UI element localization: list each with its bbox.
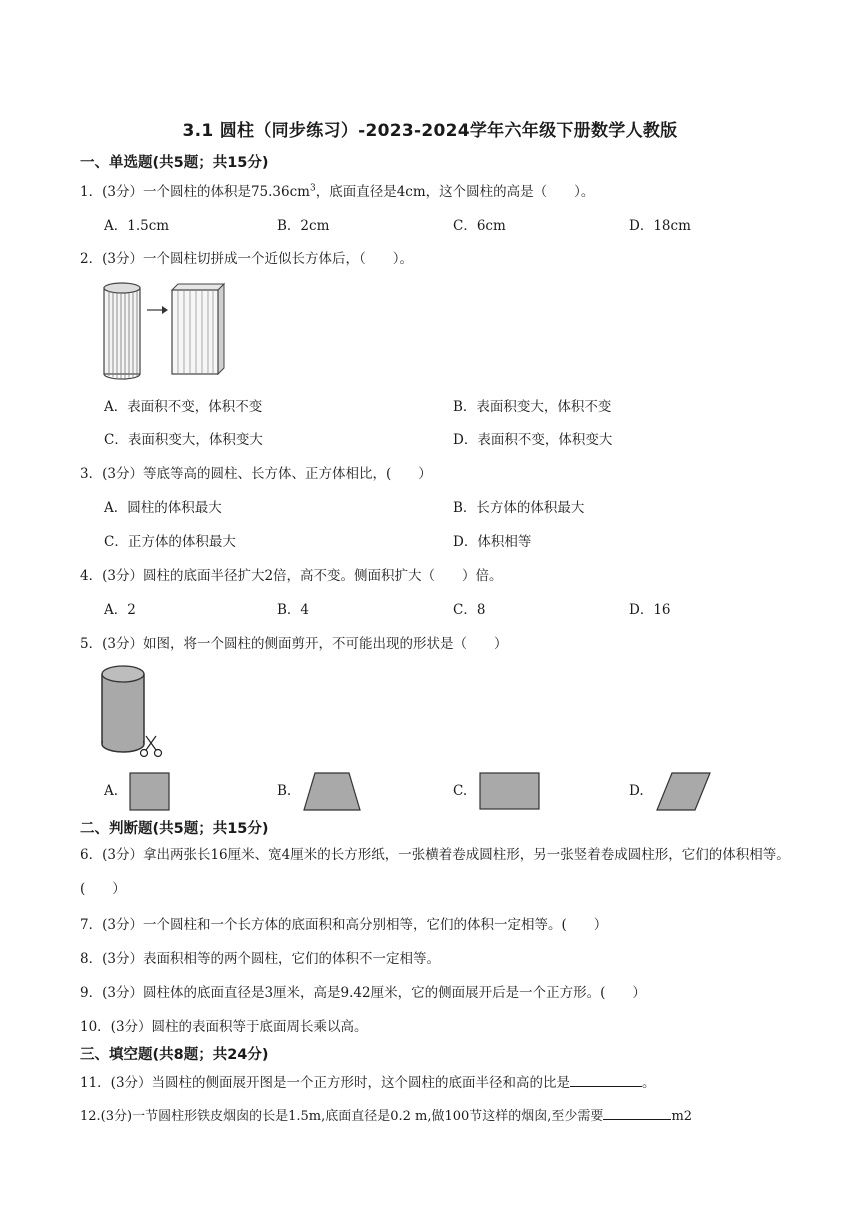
question-1-superscript: 3 <box>309 183 316 194</box>
page-title: 3.1 圆柱（同步练习）-2023-2024学年六年级下册数学人教版 <box>182 121 678 141</box>
question-11-answer-blank[interactable] <box>570 1074 642 1087</box>
question-12-text: 12.(3分)一节圆柱形铁皮烟囱的长是1.5m,底面直径是0.2 m,做100节这样的烟囱,至少需要 <box>80 1109 604 1124</box>
question-2: 2．(3分）一个圆柱切拼成一个近似长方体后，（ ）。 <box>80 251 413 267</box>
question-12-answer-blank[interactable] <box>603 1107 671 1120</box>
question-9: 9．(3分）圆柱体的底面直径是3厘米，高是9.42厘米，它的侧面展开后是一个正方形。( ） <box>80 985 646 1001</box>
question-4-option-c: C．8 <box>453 602 486 618</box>
question-3: 3．(3分）等底等高的圆柱、长方体、正方体相比，( ） <box>80 466 432 482</box>
question-1-option-b: B．2cm <box>277 218 330 234</box>
question-1-text-before: 1．(3分）一个圆柱的体积是75.36cm <box>80 184 310 200</box>
question-4-option-a: A．2 <box>104 602 136 618</box>
question-2-option-b: B．表面积变大，体积不变 <box>453 399 612 415</box>
square-shape <box>129 772 171 812</box>
question-11-text: 11．(3分）当圆柱的侧面展开图是一个正方形时，这个圆柱的底面半径和高的比是 <box>80 1075 571 1091</box>
question-8: 8．(3分）表面积相等的两个圆柱，它们的体积不一定相等。 <box>80 951 440 967</box>
question-3-option-d: D．体积相等 <box>453 534 532 550</box>
question-10: 10．(3分）圆柱的表面积等于底面周长乘以高。 <box>80 1019 368 1035</box>
question-7: 7．(3分）一个圆柱和一个长方体的底面积和高分别相等，它们的体积一定相等。( ） <box>80 917 608 933</box>
question-4: 4．(3分）圆柱的底面半径扩大2倍，高不变。侧面积扩大（ ）倍。 <box>80 568 503 584</box>
question-6: 6．(3分）拿出两张长16厘米、宽4厘米的长方形纸，一张横着卷成圆柱形，另一张竖着卷成圆柱形，它们的体积相等。( ） <box>80 847 790 897</box>
question-5-option-d: D. <box>629 783 644 799</box>
question-5-option-c: C. <box>453 783 468 799</box>
question-1-text-after: ，底面直径是4cm，这个圆柱的高是（ ）。 <box>315 184 595 200</box>
question-3-option-a: A．圆柱的体积最大 <box>104 500 222 516</box>
question-1-option-d: D．18cm <box>629 218 691 234</box>
question-5-option-a: A. <box>104 783 119 799</box>
question-12 <box>80 1105 692 1124</box>
question-2-option-d: D．表面积不变，体积变大 <box>453 432 613 448</box>
question-3-option-b: B．长方体的体积最大 <box>453 500 585 516</box>
question-5-option-b: B. <box>277 783 292 799</box>
question-2-option-c: C．表面积变大，体积变大 <box>104 432 263 448</box>
question-11 <box>80 1071 656 1091</box>
section-heading-fill-in: 三、填空题(共8题；共24分) <box>80 1047 269 1063</box>
rectangle-shape <box>479 772 541 812</box>
question-11-text-end: 。 <box>642 1075 656 1091</box>
question-2-option-a: A．表面积不变，体积不变 <box>104 399 263 415</box>
question-1 <box>80 180 594 200</box>
parallelogram-shape <box>656 772 712 812</box>
cylinder-with-scissors-figure <box>98 662 164 762</box>
question-1-option-a: A．1.5cm <box>104 218 170 234</box>
question-4-option-b: B．4 <box>277 602 310 618</box>
trapezoid-shape <box>303 772 363 812</box>
section-heading-single-choice: 一、单选题(共5题；共15分) <box>80 155 269 171</box>
question-1-option-c: C．6cm <box>453 218 506 234</box>
question-12-unit: m2 <box>671 1109 693 1124</box>
question-4-option-d: D．16 <box>629 602 671 618</box>
question-3-option-c: C．正方体的体积最大 <box>104 534 236 550</box>
question-5: 5．(3分）如图，将一个圆柱的侧面剪开，不可能出现的形状是（ ） <box>80 636 508 652</box>
cylinder-to-cuboid-figure <box>100 280 230 380</box>
section-heading-true-false: 二、判断题(共5题；共15分) <box>80 821 269 837</box>
